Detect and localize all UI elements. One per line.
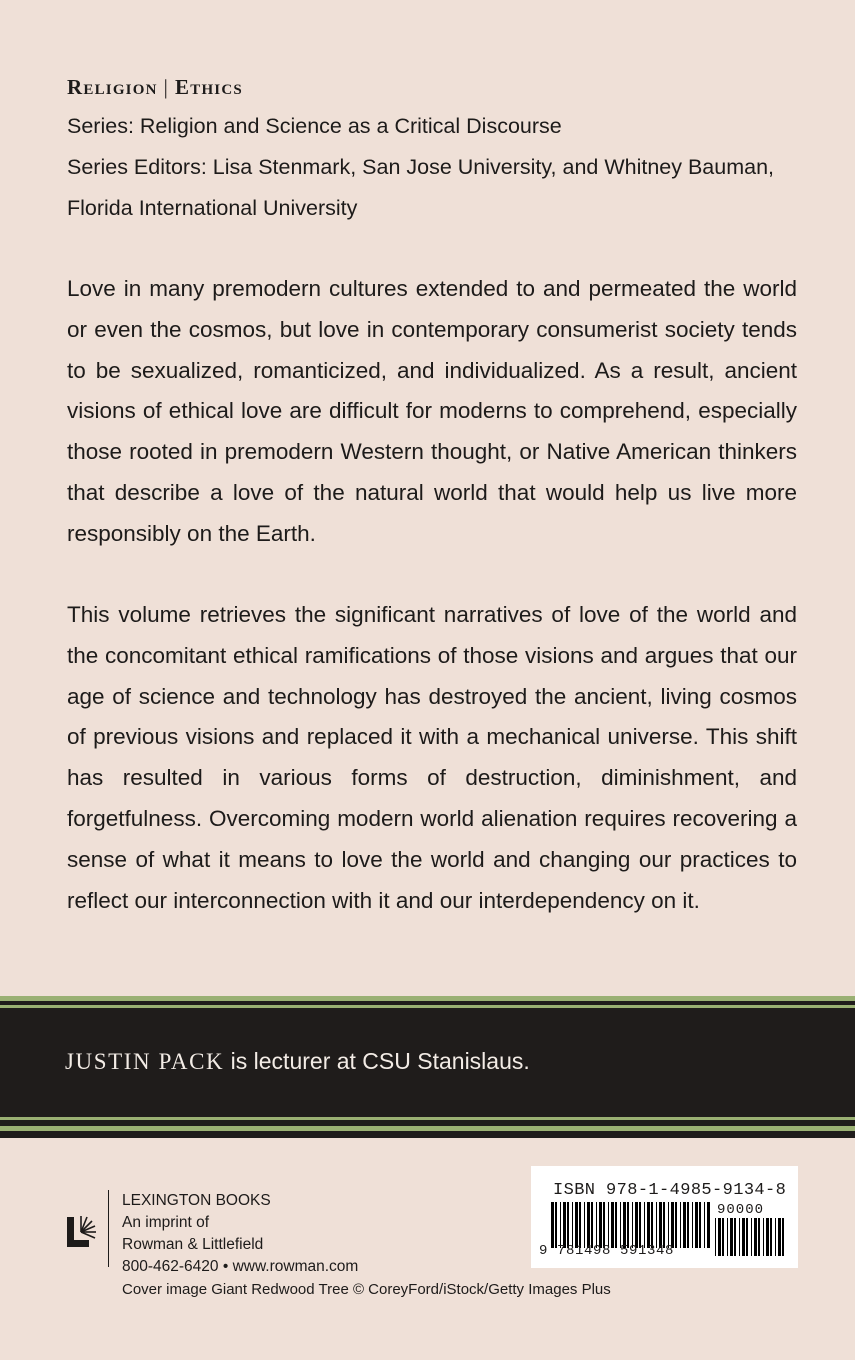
barcode-bar [584,1202,585,1248]
barcode-bar [671,1202,674,1248]
barcode-bar [730,1218,733,1256]
barcode-bar [739,1218,740,1256]
barcode-bar [596,1202,597,1248]
barcode-bar [663,1202,665,1248]
barcode-bar [766,1218,769,1256]
barcode-bar [683,1202,686,1248]
barcode-bar [623,1202,626,1248]
barcode-bar [715,1218,716,1256]
barcode-bar [758,1218,760,1256]
barcode-bar [734,1218,736,1256]
barcode-bar [656,1202,657,1248]
barcode-bar [647,1202,650,1248]
barcode-bar [644,1202,645,1248]
cover-image-credit: Cover image Giant Redwood Tree © CoreyFord/iStock/Getty Images Plus [122,1281,611,1298]
description-paragraph-2: This volume retrieves the significant narratives of love of the world and the concomitant ethical ramifications of those visions and argues that our age of science and technology has destroyed the ancient, living cosmos of previous visions and replaced it with a mechanical universe. This shift has resulted in various forms of destruction, diminishment, and forgetfulness. Overcoming modern world alienation requires recovering a sense of what it means to love the world and changing our practices to reflect our interconnection with it and our interdependency on it. [67,602,797,913]
series-editors-affiliation: Florida International University [67,196,358,220]
barcode-bar [707,1202,710,1248]
barcode-bar [704,1202,705,1248]
barcode-bar [567,1202,569,1248]
isbn-text: ISBN 978-1-4985-9134-8 [553,1181,787,1200]
series-line: Series: Religion and Science as a Critical Discourse [67,114,562,138]
barcode-bar [572,1202,573,1248]
barcode-bar [751,1218,752,1256]
publisher-name: LEXINGTON BOOKS [122,1192,271,1209]
category-ethics: Ethics [175,75,243,99]
publisher-contact: 800-462-6420 • www.rowman.com [122,1258,359,1275]
barcode-bar [579,1202,581,1248]
band-stripe-bottom-2 [0,1126,855,1131]
barcode-bar [575,1202,578,1248]
barcode-bar [695,1202,698,1248]
publisher-info [122,1190,358,1278]
band-stripe-bottom-1 [0,1117,855,1120]
subject-categories [67,70,807,106]
barcode-bar [659,1202,662,1248]
lexington-logo-icon [67,1213,99,1251]
barcode-bar [778,1218,781,1256]
barcode-bar [746,1218,748,1256]
barcode-bar [687,1202,689,1248]
price-addon-digits: 90000 [717,1202,765,1218]
band-stripe-top-1 [0,996,855,1001]
author-bio [65,1048,530,1075]
barcode-bar [699,1202,701,1248]
author-bio-text: is lecturer at CSU Stanislaus. [224,1048,530,1074]
barcode-bar [563,1202,566,1248]
barcode-bar [555,1202,557,1248]
imprint-line-2: Rowman & Littlefield [122,1236,264,1253]
category-religion: Religion [67,75,158,99]
price-addon-barcode [715,1218,787,1256]
barcode-bar [754,1218,757,1256]
barcode-bar [727,1218,728,1256]
barcode-bar [692,1202,693,1248]
barcode-bar [611,1202,614,1248]
barcode-bar [635,1202,638,1248]
barcode-bar [668,1202,669,1248]
barcode-bar [722,1218,724,1256]
header-block [67,70,807,229]
band-stripe-top-2 [0,1005,855,1008]
barcode-bar [775,1218,776,1256]
barcode-bar [599,1202,602,1248]
barcode-bar [551,1202,554,1248]
author-name: JUSTIN PACK [65,1049,225,1074]
barcode-bar [763,1218,764,1256]
barcode-bar [770,1218,772,1256]
ean-barcode [551,1202,711,1248]
barcode-bar [615,1202,617,1248]
barcode-bar [627,1202,629,1248]
barcode-bar [675,1202,677,1248]
barcode-bar [608,1202,609,1248]
publisher-divider [108,1190,109,1267]
series-editors-line: Series Editors: Lisa Stenmark, San Jose University, and Whitney Bauman, [67,155,775,179]
ean-digits: 9 781498 591348 [539,1243,675,1259]
barcode-bar [560,1202,561,1248]
imprint-line-1: An imprint of [122,1214,210,1231]
barcode-bar [680,1202,681,1248]
barcode-bar [782,1218,784,1256]
description-paragraph-1: Love in many premodern cultures extended to and permeated the world or even the cosmos, but love in contemporary consumerist society tends to be sexualized, romanticized, and individualized. As a result, ancient visions of ethical love are difficult for moderns to comprehend, especially those rooted in premodern Western thought, or Native American thinkers that describe a love of the natural world that would help us live more responsibly on the Earth. [67,276,797,546]
barcode-bar [587,1202,590,1248]
barcode-bar [620,1202,621,1248]
barcode-bar [742,1218,745,1256]
barcode-bar [591,1202,593,1248]
barcode-bar [651,1202,653,1248]
barcode-bar [603,1202,605,1248]
barcode-bar [639,1202,641,1248]
category-separator: | [163,75,170,99]
barcode-bar [632,1202,633,1248]
barcode-box [531,1166,798,1268]
barcode-bar [718,1218,721,1256]
